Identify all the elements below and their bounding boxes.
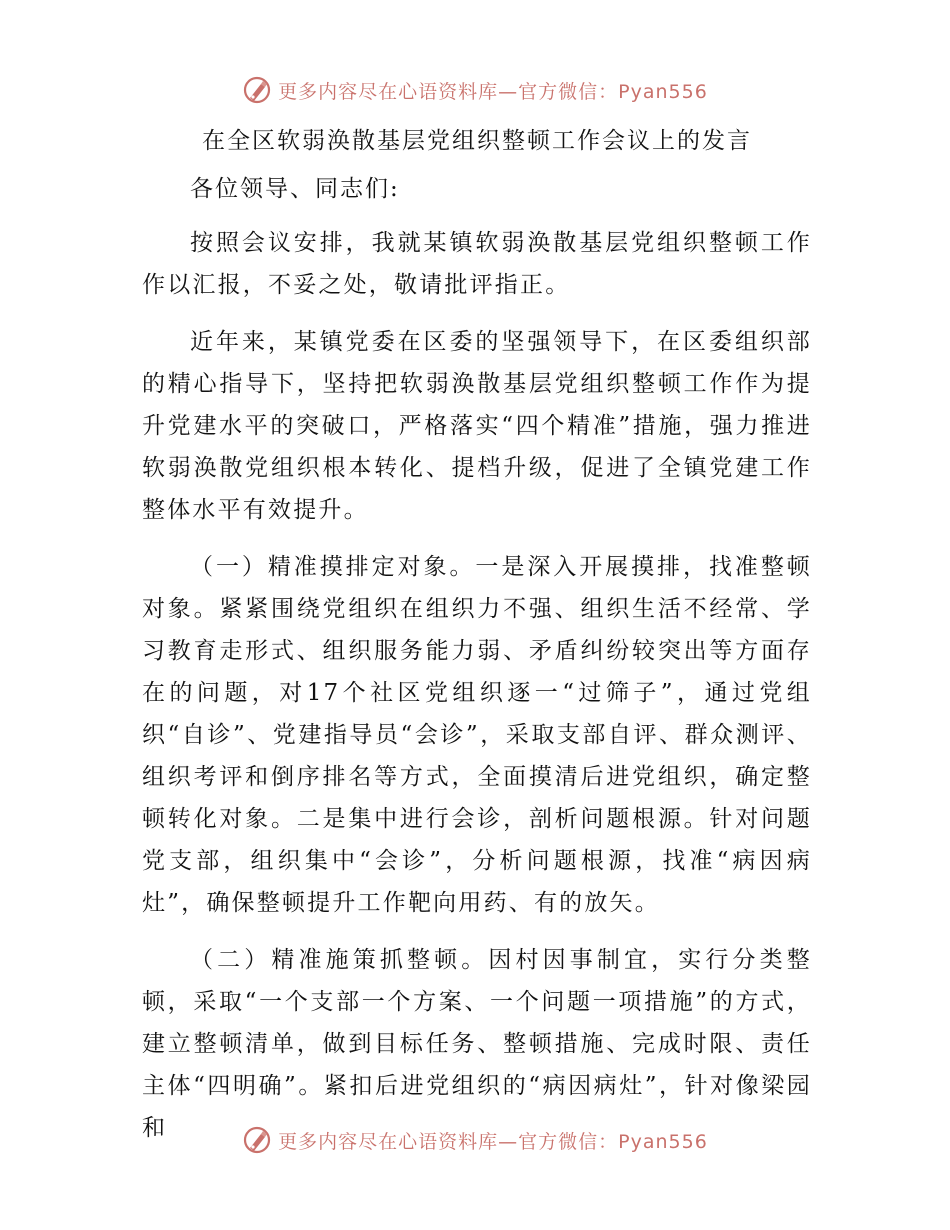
header-banner-text: 更多内容尽在心语资料库—官方微信：Pyan556: [278, 80, 708, 103]
greeting: 各位领导、同志们:: [190, 176, 400, 202]
paragraph-4: （二）精准施策抓整顿。因村因事制宜，实行分类整顿，采取“一个支部一个方案、一个问题一项措施”的方式，建立整顿清单，做到目标任务、整顿措施、完成时限、责任主体“四明确”。紧扣后进党组织的“病因病灶”，针对像梁园和: [142, 947, 812, 1141]
footer-banner: [0, 1120, 950, 1160]
footer-banner-text: 更多内容尽在心语资料库—官方微信：Pyan556: [278, 1130, 708, 1153]
pen-circle-logo-icon: [242, 75, 272, 105]
paragraph-3: （一）精准摸排定对象。一是深入开展摸排，找准整顿对象。紧紧围绕党组织在组织力不强、组织生活不经常、学习教育走形式、组织服务能力弱、矛盾纠纷较突出等方面存在的问题，对17个社区党组织逐一“过筛子”，通过党组织“自诊”、党建指导员“会诊”，采取支部自评、群众测评、组织考评和倒序排名等方式，全面摸清后进党组织，确定整顿转化对象。二是集中进行会诊，剖析问题根源。针对问题党支部，组织集中“会诊”，分析问题根源，找准“病因病灶”，确保整顿提升工作靶向用药、有的放矢。: [142, 554, 812, 916]
pen-circle-logo-icon: [242, 1125, 272, 1155]
paragraph-2: 近年来，某镇党委在区委的坚强领导下，在区委组织部的精心指导下，坚持把软弱涣散基层党组织整顿工作作为提升党建水平的突破口，严格落实“四个精准”措施，强力推进软弱涣散党组织根本转化、提档升级，促进了全镇党建工作整体水平有效提升。: [142, 329, 812, 523]
header-banner: [0, 70, 950, 110]
paragraph-1: 按照会议安排，我就某镇软弱涣散基层党组织整顿工作作以汇报，不妥之处，敬请批评指正。: [142, 230, 812, 298]
document-body: [142, 120, 812, 1164]
document-title: 在全区软弱涣散基层党组织整顿工作会议上的发言: [202, 128, 752, 154]
